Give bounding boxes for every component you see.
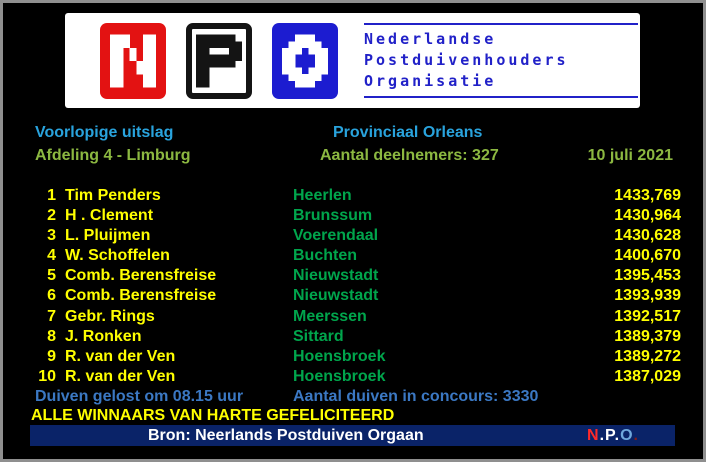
source-credit: Bron: Neerlands Postduiven Orgaan [148, 427, 424, 444]
city-cell: Buchten [293, 247, 357, 265]
city-cell: Hoensbroek [293, 347, 386, 365]
rank-cell: 4 [47, 247, 56, 265]
npo-abbreviation [587, 425, 639, 446]
name-cell: L. Pluijmen [65, 227, 151, 245]
name-cell: R. van der Ven [65, 367, 176, 385]
table-row [31, 307, 681, 327]
name-cell: J. Ronken [65, 327, 142, 345]
name-cell: R. van der Ven [65, 347, 176, 365]
org-line-1: Nederlandse [364, 30, 497, 48]
city-cell: Nieuwstadt [293, 267, 379, 285]
table-row [31, 206, 681, 226]
rank-cell: 7 [47, 307, 56, 325]
logo-rule-top [364, 23, 638, 25]
logo-letter-n [100, 23, 166, 99]
name-cell: W. Schoffelen [65, 247, 170, 265]
city-cell: Brunssum [293, 207, 373, 225]
points-cell: 1400,670 [614, 247, 681, 265]
points-cell: 1387,029 [614, 367, 681, 385]
table-row [31, 347, 681, 367]
table-row [31, 286, 681, 306]
rank-cell: 3 [47, 227, 56, 245]
org-line-3: Organisatie [364, 72, 497, 90]
city-cell: Sittard [293, 327, 344, 345]
table-row [31, 266, 681, 286]
name-cell: Comb. Berensfreise [65, 287, 217, 305]
org-line-2: Postduivenhouders [364, 51, 569, 69]
division-label: Afdeling 4 - Limburg [35, 147, 191, 164]
table-row [31, 246, 681, 266]
npo-logo-wordmark [364, 19, 638, 102]
rank-cell: 2 [47, 207, 56, 225]
race-title: Provinciaal Orleans [333, 124, 483, 141]
logo-letter-o [272, 23, 338, 99]
name-cell: Comb. Berensfreise [65, 267, 217, 285]
congratulations-message: ALLE WINNAARS VAN HARTE GEFELICITEERD [31, 407, 395, 424]
logo-rule-bottom [364, 96, 638, 98]
pigeons-count: Aantal duiven in concours: 3330 [293, 388, 539, 405]
table-row [31, 186, 681, 206]
rank-cell: 1 [47, 187, 56, 204]
table-row [31, 367, 681, 387]
release-info-line [31, 387, 675, 407]
city-cell: Meerssen [293, 307, 367, 325]
rank-cell: 9 [47, 347, 56, 365]
rank-cell: 5 [47, 267, 56, 285]
npo-segment: . [633, 427, 639, 444]
points-cell: 1389,272 [614, 347, 681, 365]
npo-segment: O [620, 427, 634, 444]
release-time: Duiven gelost om 08.15 uur [35, 388, 244, 405]
points-cell: 1392,517 [614, 307, 681, 325]
city-cell: Heerlen [293, 187, 352, 204]
city-cell: Nieuwstadt [293, 287, 379, 305]
points-cell: 1430,628 [614, 227, 681, 245]
points-cell: 1393,939 [614, 287, 681, 305]
rank-cell: 6 [47, 287, 56, 305]
name-cell: Tim Penders [65, 187, 161, 204]
rank-cell: 10 [38, 367, 56, 385]
name-cell: H . Clement [65, 207, 154, 225]
participants-count: Aantal deelnemers: 327 [320, 147, 499, 164]
race-date: 10 juli 2021 [587, 147, 673, 164]
rank-cell: 8 [47, 327, 56, 345]
points-cell: 1389,379 [614, 327, 681, 345]
points-cell: 1433,769 [614, 187, 681, 204]
city-cell: Hoensbroek [293, 367, 386, 385]
status-label: Voorlopige uitslag [35, 124, 174, 141]
points-cell: 1430,964 [614, 207, 681, 225]
name-cell: Gebr. Rings [65, 307, 155, 325]
results-table [31, 186, 681, 387]
npo-logo-letters [100, 23, 338, 99]
source-bar [30, 425, 675, 446]
table-row [31, 327, 681, 347]
npo-segment: .P. [599, 427, 621, 444]
npo-logo [65, 13, 640, 108]
logo-letter-p [186, 23, 252, 99]
header [31, 121, 675, 167]
points-cell: 1395,453 [614, 267, 681, 285]
npo-segment: N [587, 427, 600, 444]
table-row [31, 226, 681, 246]
city-cell: Voerendaal [293, 227, 379, 245]
